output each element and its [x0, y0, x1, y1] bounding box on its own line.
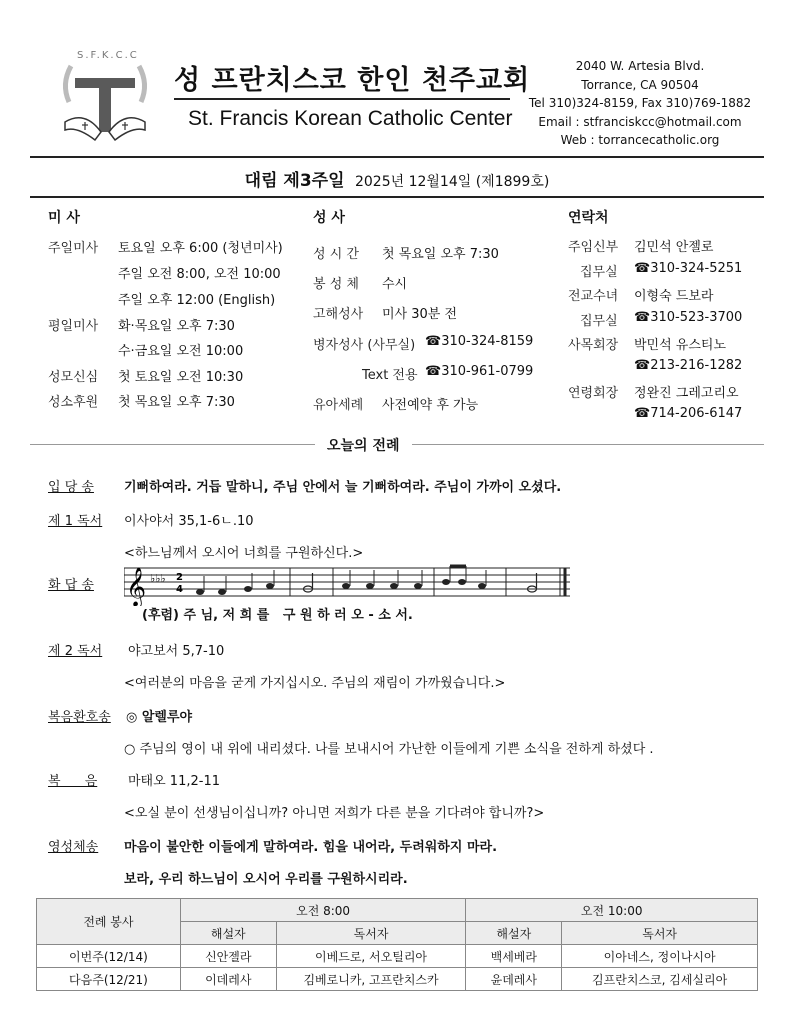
reader-cell: 이베드로, 서오틸리아 [276, 945, 466, 968]
mass-label: 성모신심 [48, 370, 99, 385]
logo-text: S.F.K.C.C [77, 50, 139, 61]
svg-text:♭♭♭: ♭♭♭ [150, 572, 166, 585]
reading1-reference: 이사야서 35,1-6ㄴ.10 [124, 514, 254, 529]
col-commentator: 해설자 [180, 922, 276, 945]
liturgy-service-table [36, 898, 758, 991]
liturgy-heading: 오늘의 전례 [315, 435, 412, 455]
mass-label: 평일미사 [48, 319, 99, 334]
gospel-summary: <오실 분이 선생님이십니까? 아니면 저희가 다른 분을 기다려야 합니까?> [124, 806, 545, 821]
sacrament-value: 사전예약 후 가능 [382, 398, 479, 413]
address-line1: 2040 W. Artesia Blvd. [575, 59, 705, 73]
mass-heading: 미 사 [48, 210, 80, 226]
mass-value: 첫 토요일 오전 10:30 [118, 370, 244, 385]
mass-value: 주일 오전 8:00, 오전 10:00 [118, 267, 281, 282]
psalm-score [124, 562, 574, 624]
contact-label: 사목회장 [568, 338, 619, 353]
alleluia-response: ◎ 알렐루야 [126, 710, 193, 725]
mass-label: 주일미사 [48, 241, 99, 256]
sacrament-label: 유아세례 [313, 398, 364, 413]
alleluia-label: 복음환호송 [48, 710, 111, 725]
reading1-label: 제 1 독서 [48, 514, 103, 529]
contact-value: ☎310-324-5251 [634, 261, 743, 276]
gospel-label: 복 음 [48, 774, 98, 789]
mass-value: 주일 오후 12:00 (English) [118, 293, 276, 308]
contact-value: ☎714-206-6147 [634, 406, 743, 421]
communion-antiphon-line1: 마음이 불안한 이들에게 말하여라. 힘을 내어라, 두려워하지 마라. [124, 840, 498, 855]
communion-label: 영성체송 [48, 840, 99, 855]
gospel-reference: 마태오 11,2-11 [128, 774, 220, 789]
psalm-label: 화 답 송 [48, 578, 94, 593]
reader-cell: 김프란치스코, 김세실리아 [562, 968, 758, 991]
mass-value: 첫 목요일 오후 7:30 [118, 395, 235, 410]
contact-value: 이형숙 드보라 [634, 289, 714, 304]
contact-value: ☎213-216-1282 [634, 358, 743, 373]
commentator-cell: 윤데레사 [466, 968, 562, 991]
reader-cell: 김베로니카, 고프란치스카 [276, 968, 466, 991]
contact-value: 정완진 그레고리오 [634, 386, 739, 401]
sacrament-label: 병자성사 (사무실) [313, 338, 416, 353]
sacrament-value: 첫 목요일 오후 7:30 [382, 247, 499, 262]
reading2-summary: <여러분의 마음을 굳게 가지십시오. 주님의 재림이 가까웠습니다.> [124, 676, 506, 691]
contact-value: ☎310-523-3700 [634, 310, 743, 325]
reading1-summary: <하느님께서 오시어 너희를 구원하신다.> [124, 546, 364, 561]
col-reader: 독서자 [562, 922, 758, 945]
sacraments-heading: 성 사 [313, 210, 345, 226]
mass1-header: 오전 8:00 [180, 899, 466, 922]
contact-label: 집무실 [580, 314, 618, 329]
contact-label: 주임신부 [568, 240, 619, 255]
week-cell: 다음주(12/21) [37, 968, 181, 991]
church-logo [55, 44, 155, 144]
table-row [37, 968, 758, 991]
issue-line [0, 166, 794, 191]
contact-value: 박민석 유스티노 [634, 338, 727, 353]
communion-antiphon-line2: 보라, 우리 하느님이 오시어 우리를 구원하시리라. [124, 872, 408, 887]
contact-block [520, 57, 760, 150]
sacrament-label: 고해성사 [313, 307, 364, 322]
sacrament-value: ☎310-961-0799 [425, 364, 534, 379]
svg-text:2: 2 [176, 572, 183, 583]
sacrament-label: 성 시 간 [313, 247, 359, 262]
entrance-antiphon: 기뻐하여라. 거듭 말하니, 주님 안에서 늘 기뻐하여라. 주님이 가까이 오셨다. [124, 480, 562, 495]
commentator-cell: 백세베라 [466, 945, 562, 968]
sacrament-value: ☎310-324-8159 [425, 334, 534, 349]
address-line2: Torrance, CA 90504 [581, 77, 699, 92]
table-row [37, 945, 758, 968]
mass-label: 성소후원 [48, 395, 99, 410]
week-cell: 이번주(12/14) [37, 945, 181, 968]
sacrament-value: 수시 [382, 277, 408, 292]
mass-value: 수·금요일 오전 10:00 [118, 344, 244, 359]
contact-value: 김민석 안젤로 [634, 240, 714, 255]
table-corner: 전례 봉사 [37, 899, 181, 945]
table-header-row [37, 899, 758, 922]
header-divider-top [30, 156, 764, 158]
entrance-label: 입 당 송 [48, 480, 94, 495]
mass-value: 토요일 오후 6:00 (청년미사) [118, 241, 283, 256]
commentator-cell: 신안젤라 [180, 945, 276, 968]
contact-label: 연령회장 [568, 386, 619, 401]
commentator-cell: 이데레사 [180, 968, 276, 991]
mass-value: 화·목요일 오후 7:30 [118, 319, 235, 334]
issue-title: 대림 제3주일 [244, 171, 345, 191]
svg-text:4: 4 [176, 584, 183, 595]
reading2-label: 제 2 독서 [48, 644, 103, 659]
treble-clef-icon: 𝄞 [126, 567, 147, 606]
title-underline [174, 98, 510, 100]
sacrament-value: 미사 30분 전 [382, 307, 458, 322]
contact-label: 전교수녀 [568, 289, 619, 304]
issue-date: 2025년 12월14일 (제1899호) [354, 174, 550, 190]
reader-cell: 이아네스, 정이나시아 [562, 945, 758, 968]
col-reader: 독서자 [276, 922, 466, 945]
email[interactable]: Email : stfranciskcc@hotmail.com [538, 114, 742, 129]
header-divider-bottom [30, 196, 764, 198]
contact-label: 집무실 [580, 265, 618, 280]
music-staff [124, 562, 574, 606]
sacrament-label: Text 전용 [362, 368, 418, 383]
website[interactable]: Web : torrancecatholic.org [560, 133, 720, 147]
phone-fax: Tel 310)324-8159, Fax 310)769-1882 [528, 96, 752, 110]
church-name-english: St. Francis Korean Catholic Center [188, 107, 513, 130]
sacrament-label: 봉 성 체 [313, 277, 359, 292]
psalm-refrain-lyrics: (후렴) 주 님, 저 희 를 구 원 하 러 오 - 소 서. [142, 608, 413, 623]
col-commentator: 해설자 [466, 922, 562, 945]
mass2-header: 오전 10:00 [466, 899, 758, 922]
reading2-reference: 야고보서 5,7-10 [128, 644, 225, 659]
contacts-heading: 연락처 [568, 210, 609, 226]
church-name-korean: 성 프란치스코 한인 천주교회 [174, 65, 531, 96]
alleluia-verse: ○ 주님의 영이 내 위에 내리셨다. 나를 보내시어 가난한 이들에게 기쁜 소식을 전하게 하셨다 . [124, 742, 654, 757]
